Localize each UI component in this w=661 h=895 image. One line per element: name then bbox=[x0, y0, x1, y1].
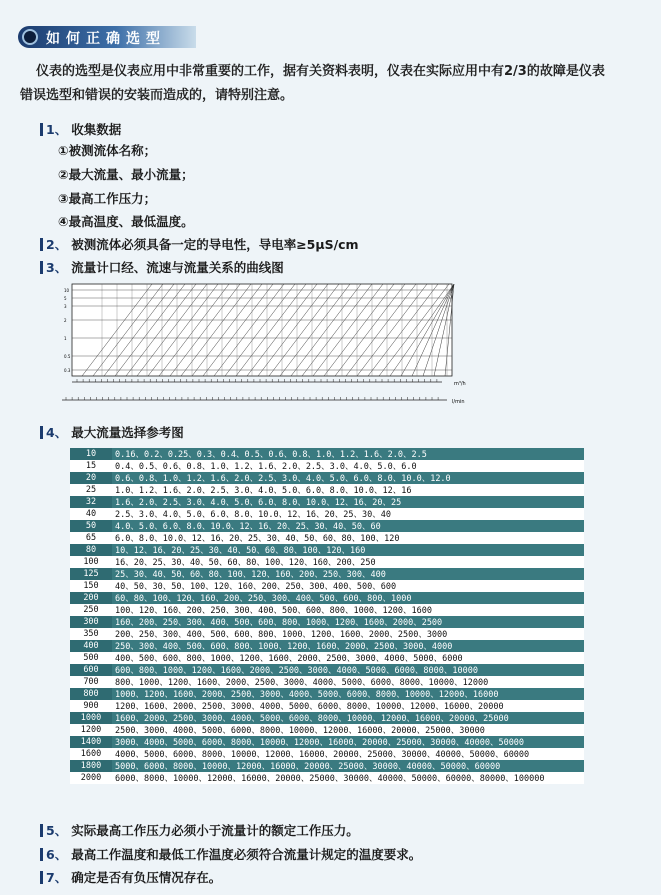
table-cell-dn: 300 bbox=[70, 616, 112, 628]
table-cell-dn: 15 bbox=[70, 460, 112, 472]
section-2-label: 被测流体必须具备一定的导电性，导电率≥5μS/cm bbox=[71, 237, 359, 252]
table-row bbox=[70, 760, 584, 772]
axis-2-unit: l/min bbox=[452, 399, 465, 405]
table-cell-dn: 32 bbox=[70, 496, 112, 508]
section-2 bbox=[40, 235, 359, 253]
table-cell-flow-values: 2.5、3.0、4.0、5.0、6.0、8.0、10.0、12、16、20、25、30、40 bbox=[112, 508, 584, 520]
table-row bbox=[70, 724, 584, 736]
axis-2-ticks bbox=[66, 397, 438, 400]
section-3-number: 3、 bbox=[40, 261, 67, 274]
table-cell-dn: 200 bbox=[70, 592, 112, 604]
table-cell-flow-values: 0.16、0.2、0.25、0.3、0.4、0.5、0.6、0.8、1.0、1.2、1.6、2.0、2.5 bbox=[112, 448, 584, 460]
table-cell-dn: 65 bbox=[70, 532, 112, 544]
data-item-4: ④最高温度、最低温度。 bbox=[58, 214, 194, 229]
table-cell-flow-values: 800、1000、1200、1600、2000、2500、3000、4000、5000、6000、8000、10000、12000 bbox=[112, 676, 584, 688]
table-cell-flow-values: 10、12、16、20、25、30、40、50、60、80、100、120、160 bbox=[112, 544, 584, 556]
table-row bbox=[70, 676, 584, 688]
section-6-label: 最高工作温度和最低工作温度必须符合流量计规定的温度要求。 bbox=[71, 847, 422, 862]
table-cell-flow-values: 0.4、0.5、0.6、0.8、1.0、1.2、1.6、2.0、2.5、3.0、4.0、5.0、6.0 bbox=[112, 460, 584, 472]
section-7-number: 7、 bbox=[40, 871, 67, 884]
y-tick-label: 0.5 bbox=[64, 354, 71, 359]
table-cell-flow-values: 1.0、1.2、1.6、2.0、2.5、3.0、4.0、5.0、6.0、8.0、10.0、12、16 bbox=[112, 484, 584, 496]
table-row bbox=[70, 544, 584, 556]
table-cell-flow-values: 5000、6000、8000、10000、12000、16000、20000、25000、30000、40000、50000、60000 bbox=[112, 760, 584, 772]
table-cell-dn: 500 bbox=[70, 652, 112, 664]
table-cell-flow-values: 60、80、100、120、160、200、250、300、400、500、600、800、1000 bbox=[112, 592, 584, 604]
table-cell-dn: 900 bbox=[70, 700, 112, 712]
table-cell-dn: 20 bbox=[70, 472, 112, 484]
table-cell-dn: 10 bbox=[70, 448, 112, 460]
axis-1-unit: m³/h bbox=[454, 381, 466, 387]
table-row bbox=[70, 592, 584, 604]
table-row bbox=[70, 640, 584, 652]
table-row bbox=[70, 568, 584, 580]
table-row bbox=[70, 652, 584, 664]
table-cell-dn: 2000 bbox=[70, 772, 112, 784]
table-cell-flow-values: 100、120、160、200、250、300、400、500、600、800、1000、1200、1600 bbox=[112, 604, 584, 616]
data-item-1: ①被测流体名称； bbox=[58, 143, 157, 158]
table-cell-dn: 1400 bbox=[70, 736, 112, 748]
section-2-number: 2、 bbox=[40, 238, 67, 251]
flow-curve-svg bbox=[62, 282, 470, 412]
table-cell-flow-values: 4000、5000、6000、8000、10000、12000、16000、20000、25000、30000、40000、50000、60000 bbox=[112, 748, 584, 760]
table-cell-flow-values: 200、250、300、400、500、600、800、1000、1200、1600、2000、2500、3000 bbox=[112, 628, 584, 640]
section-7-label: 确定是否有负压情况存在。 bbox=[71, 870, 222, 885]
table-row bbox=[70, 688, 584, 700]
table-cell-dn: 1000 bbox=[70, 712, 112, 724]
table-cell-flow-values: 600、800、1000、1200、1600、2000、2500、3000、4000、5000、6000、8000、10000 bbox=[112, 664, 584, 676]
table-row bbox=[70, 484, 584, 496]
table-cell-flow-values: 160、200、250、300、400、500、600、800、1000、1200、1600、2000、2500 bbox=[112, 616, 584, 628]
chart-plot-area bbox=[72, 284, 452, 376]
flow-curve-chart bbox=[62, 282, 470, 412]
table-row bbox=[70, 736, 584, 748]
table-cell-flow-values: 1200、1600、2000、2500、3000、4000、5000、6000、8000、10000、12000、16000、20000 bbox=[112, 700, 584, 712]
table-cell-flow-values: 0.6、0.8、1.0、1.2、1.6、2.0、2.5、3.0、4.0、5.0、6.0、8.0、10.0、12.0 bbox=[112, 472, 584, 484]
table-cell-flow-values: 1.6、2.0、2.5、3.0、4.0、5.0、6.0、8.0、10.0、12、16、20、25 bbox=[112, 496, 584, 508]
table-cell-dn: 25 bbox=[70, 484, 112, 496]
table-row bbox=[70, 664, 584, 676]
y-tick-label: 0.3 bbox=[64, 368, 71, 373]
intro-paragraph bbox=[20, 60, 660, 108]
y-tick-label: 5 bbox=[64, 296, 67, 301]
table-cell-dn: 50 bbox=[70, 520, 112, 532]
table-cell-flow-values: 4.0、5.0、6.0、8.0、10.0、12、16、20、25、30、40、50、60 bbox=[112, 520, 584, 532]
table-cell-dn: 600 bbox=[70, 664, 112, 676]
table-row bbox=[70, 508, 584, 520]
table-cell-dn: 150 bbox=[70, 580, 112, 592]
table-cell-dn: 1800 bbox=[70, 760, 112, 772]
table-cell-dn: 400 bbox=[70, 640, 112, 652]
table-cell-flow-values: 40、50、30、50、100、120、160、200、250、300、400、500、600 bbox=[112, 580, 584, 592]
table-row bbox=[70, 616, 584, 628]
table-row bbox=[70, 520, 584, 532]
table-cell-dn: 40 bbox=[70, 508, 112, 520]
y-tick-label: 10 bbox=[64, 288, 70, 293]
section-5 bbox=[40, 821, 359, 839]
table-row bbox=[70, 472, 584, 484]
y-tick-label: 3 bbox=[64, 304, 67, 309]
table-cell-dn: 250 bbox=[70, 604, 112, 616]
table-cell-dn: 80 bbox=[70, 544, 112, 556]
section-4 bbox=[40, 423, 184, 441]
section-5-label: 实际最高工作压力必须小于流量计的额定工作压力。 bbox=[71, 823, 359, 838]
table-row bbox=[70, 448, 584, 460]
y-tick-label: 1 bbox=[64, 336, 67, 341]
table-cell-flow-values: 400、500、600、800、1000、1200、1600、2000、2500、3000、4000、5000、6000 bbox=[112, 652, 584, 664]
table-row bbox=[70, 604, 584, 616]
section-4-number: 4、 bbox=[40, 426, 67, 439]
chart-y-ticks bbox=[64, 288, 71, 373]
table-cell-flow-values: 1600、2000、2500、3000、4000、5000、6000、8000、10000、12000、16000、20000、25000 bbox=[112, 712, 584, 724]
table-cell-dn: 1600 bbox=[70, 748, 112, 760]
table-row bbox=[70, 460, 584, 472]
section-1-number: 1、 bbox=[40, 123, 67, 136]
section-3-label: 流量计口经、流速与流量关系的曲线图 bbox=[71, 260, 284, 275]
section-1-label: 收集数据 bbox=[71, 122, 122, 137]
section-6-number: 6、 bbox=[40, 848, 67, 861]
intro-line-2: 错误选型和错误的安装而造成的，请特别注意。 bbox=[20, 88, 294, 103]
section-5-number: 5、 bbox=[40, 824, 67, 837]
section-3 bbox=[40, 258, 284, 276]
table-cell-flow-values: 6.0、8.0、10.0、12、16、20、25、30、40、50、60、80、100、120 bbox=[112, 532, 584, 544]
table-cell-flow-values: 250、300、400、500、600、800、1000、1200、1600、2000、2500、3000、4000 bbox=[112, 640, 584, 652]
table-row bbox=[70, 556, 584, 568]
table-row bbox=[70, 580, 584, 592]
max-flow-table bbox=[70, 448, 584, 784]
section-6 bbox=[40, 845, 421, 863]
table-row bbox=[70, 748, 584, 760]
title-bullet-icon bbox=[22, 29, 38, 45]
table-cell-dn: 800 bbox=[70, 688, 112, 700]
table-cell-dn: 700 bbox=[70, 676, 112, 688]
table-row bbox=[70, 772, 584, 784]
table-cell-flow-values: 25、30、40、50、60、80、100、120、160、200、250、300、400 bbox=[112, 568, 584, 580]
axis-1-ticks bbox=[77, 379, 437, 382]
section-title-bar bbox=[18, 26, 196, 48]
data-item-2: ②最大流量、最小流量； bbox=[58, 167, 194, 182]
table-row bbox=[70, 628, 584, 640]
table-cell-flow-values: 1000、1200、1600、2000、2500、3000、4000、5000、6000、8000、10000、12000、16000 bbox=[112, 688, 584, 700]
table-row bbox=[70, 712, 584, 724]
y-tick-label: 2 bbox=[64, 318, 67, 323]
table-cell-flow-values: 2500、3000、4000、5000、6000、8000、10000、12000、16000、20000、25000、30000 bbox=[112, 724, 584, 736]
section-1 bbox=[40, 120, 121, 138]
table-cell-dn: 350 bbox=[70, 628, 112, 640]
table-row bbox=[70, 532, 584, 544]
table-cell-flow-values: 16、20、25、30、40、50、60、80、100、120、160、200、250 bbox=[112, 556, 584, 568]
page-title: 如何正确选型 bbox=[46, 31, 166, 47]
section-7 bbox=[40, 868, 221, 886]
table-cell-flow-values: 6000、8000、10000、12000、16000、20000、25000、30000、40000、50000、60000、80000、100000 bbox=[112, 772, 584, 784]
table-cell-dn: 100 bbox=[70, 556, 112, 568]
table-row bbox=[70, 496, 584, 508]
table-cell-dn: 125 bbox=[70, 568, 112, 580]
table-cell-flow-values: 3000、4000、5000、6000、8000、10000、12000、16000、20000、25000、30000、40000、50000 bbox=[112, 736, 584, 748]
intro-line-1: 仪表的选型是仪表应用中非常重要的工作，据有关资料表明，仪表在实际应用中有2/3的故障是仪表 bbox=[36, 64, 605, 79]
table-row bbox=[70, 700, 584, 712]
table-cell-dn: 1200 bbox=[70, 724, 112, 736]
section-4-label: 最大流量选择参考图 bbox=[71, 425, 184, 440]
data-item-3: ③最高工作压力； bbox=[58, 191, 157, 206]
